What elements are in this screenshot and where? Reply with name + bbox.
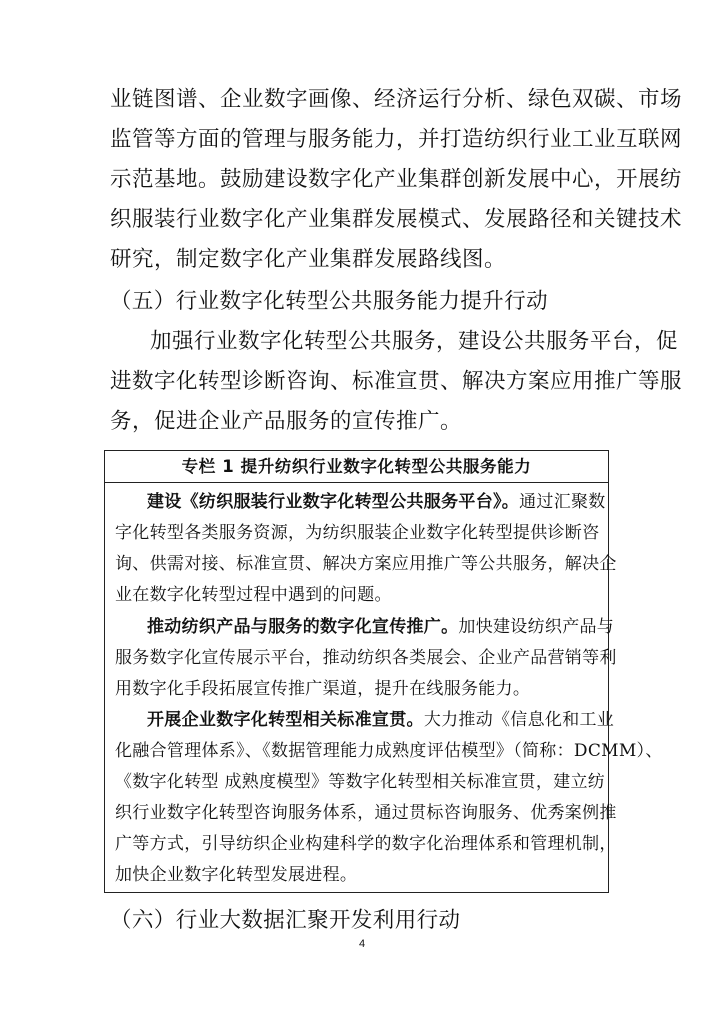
feature-box-title: 专栏 1 提升纺织行业数字化转型公共服务能力 <box>105 451 608 483</box>
paragraph-line: 监管等方面的管理与服务能力，并打造纺织行业工业互联网 <box>110 127 683 152</box>
box-line: 加快企业数字化转型发展进程。 <box>115 865 358 885</box>
box-item-bold: 建设《纺织服装行业数字化转型公共服务平台》。 <box>147 492 520 512</box>
box-line: 服务数字化宣传展示平台，推动纺织各类展会、企业产品营销等利 <box>115 648 617 668</box>
section6-heading: （六）行业大数据汇聚开发利用行动 <box>110 908 461 933</box>
box-item-first-line <box>147 615 614 639</box>
box-item-text: 加快建设纺织产品与 <box>458 617 615 637</box>
box-line: 化融合管理体系》、《数据管理能力成熟度评估模型》（简称：DCMM）、 <box>115 741 663 761</box>
box-line: 字化转型各类服务资源，为纺织服装企业数字化转型提供诊断咨 <box>115 523 600 543</box>
box-line: 用数字化手段拓展宣传推广渠道，提升在线服务能力。 <box>115 679 531 699</box>
paragraph-line: 示范基地。鼓励建设数字化产业集群创新发展中心，开展纺 <box>110 167 683 192</box>
paragraph-line: 进数字化转型诊断咨询、标准宣贯、解决方案应用推广等服 <box>110 369 683 394</box>
paragraph-line: 研究，制定数字化产业集群发展路线图。 <box>110 247 507 272</box>
paragraph-line: 业链图谱、企业数字画像、经济运行分析、绿色双碳、市场 <box>110 87 683 112</box>
box-item-first-line <box>147 708 614 732</box>
feature-box <box>104 450 663 893</box>
box-item-bold: 推动纺织产品与服务的数字化宣传推广。 <box>147 617 459 637</box>
paragraph-line: 务，促进企业产品服务的宣传推广。 <box>110 409 463 434</box>
paragraph-line: 加强行业数字化转型公共服务，建设公共服务平台，促 <box>150 329 679 354</box>
box-line: 织行业数字化转型咨询服务体系，通过贯标咨询服务、优秀案例推 <box>115 803 617 823</box>
section5-heading: （五）行业数字化转型公共服务能力提升行动 <box>110 289 549 314</box>
box-line: 询、供需对接、标准宣贯、解决方案应用推广等公共服务，解决企 <box>115 554 617 574</box>
box-line: 《数字化转型 成熟度模型》等数字化转型相关标准宣贯，建立纺 <box>115 772 606 792</box>
box-line: 业在数字化转型过程中遇到的问题。 <box>115 585 392 605</box>
box-line: 广等方式，引导纺织企业构建科学的数字化治理体系和管理机制， <box>115 834 617 854</box>
box-item-text: 大力推动《信息化和工业 <box>423 710 615 730</box>
box-item-bold: 开展企业数字化转型相关标准宣贯。 <box>147 710 424 730</box>
page-number: 4 <box>358 938 366 950</box>
box-item-text: 通过汇聚数 <box>519 492 606 512</box>
paragraph-line: 织服装行业数字化产业集群发展模式、发展路径和关键技术 <box>110 207 683 232</box>
box-item-first-line <box>147 490 606 514</box>
